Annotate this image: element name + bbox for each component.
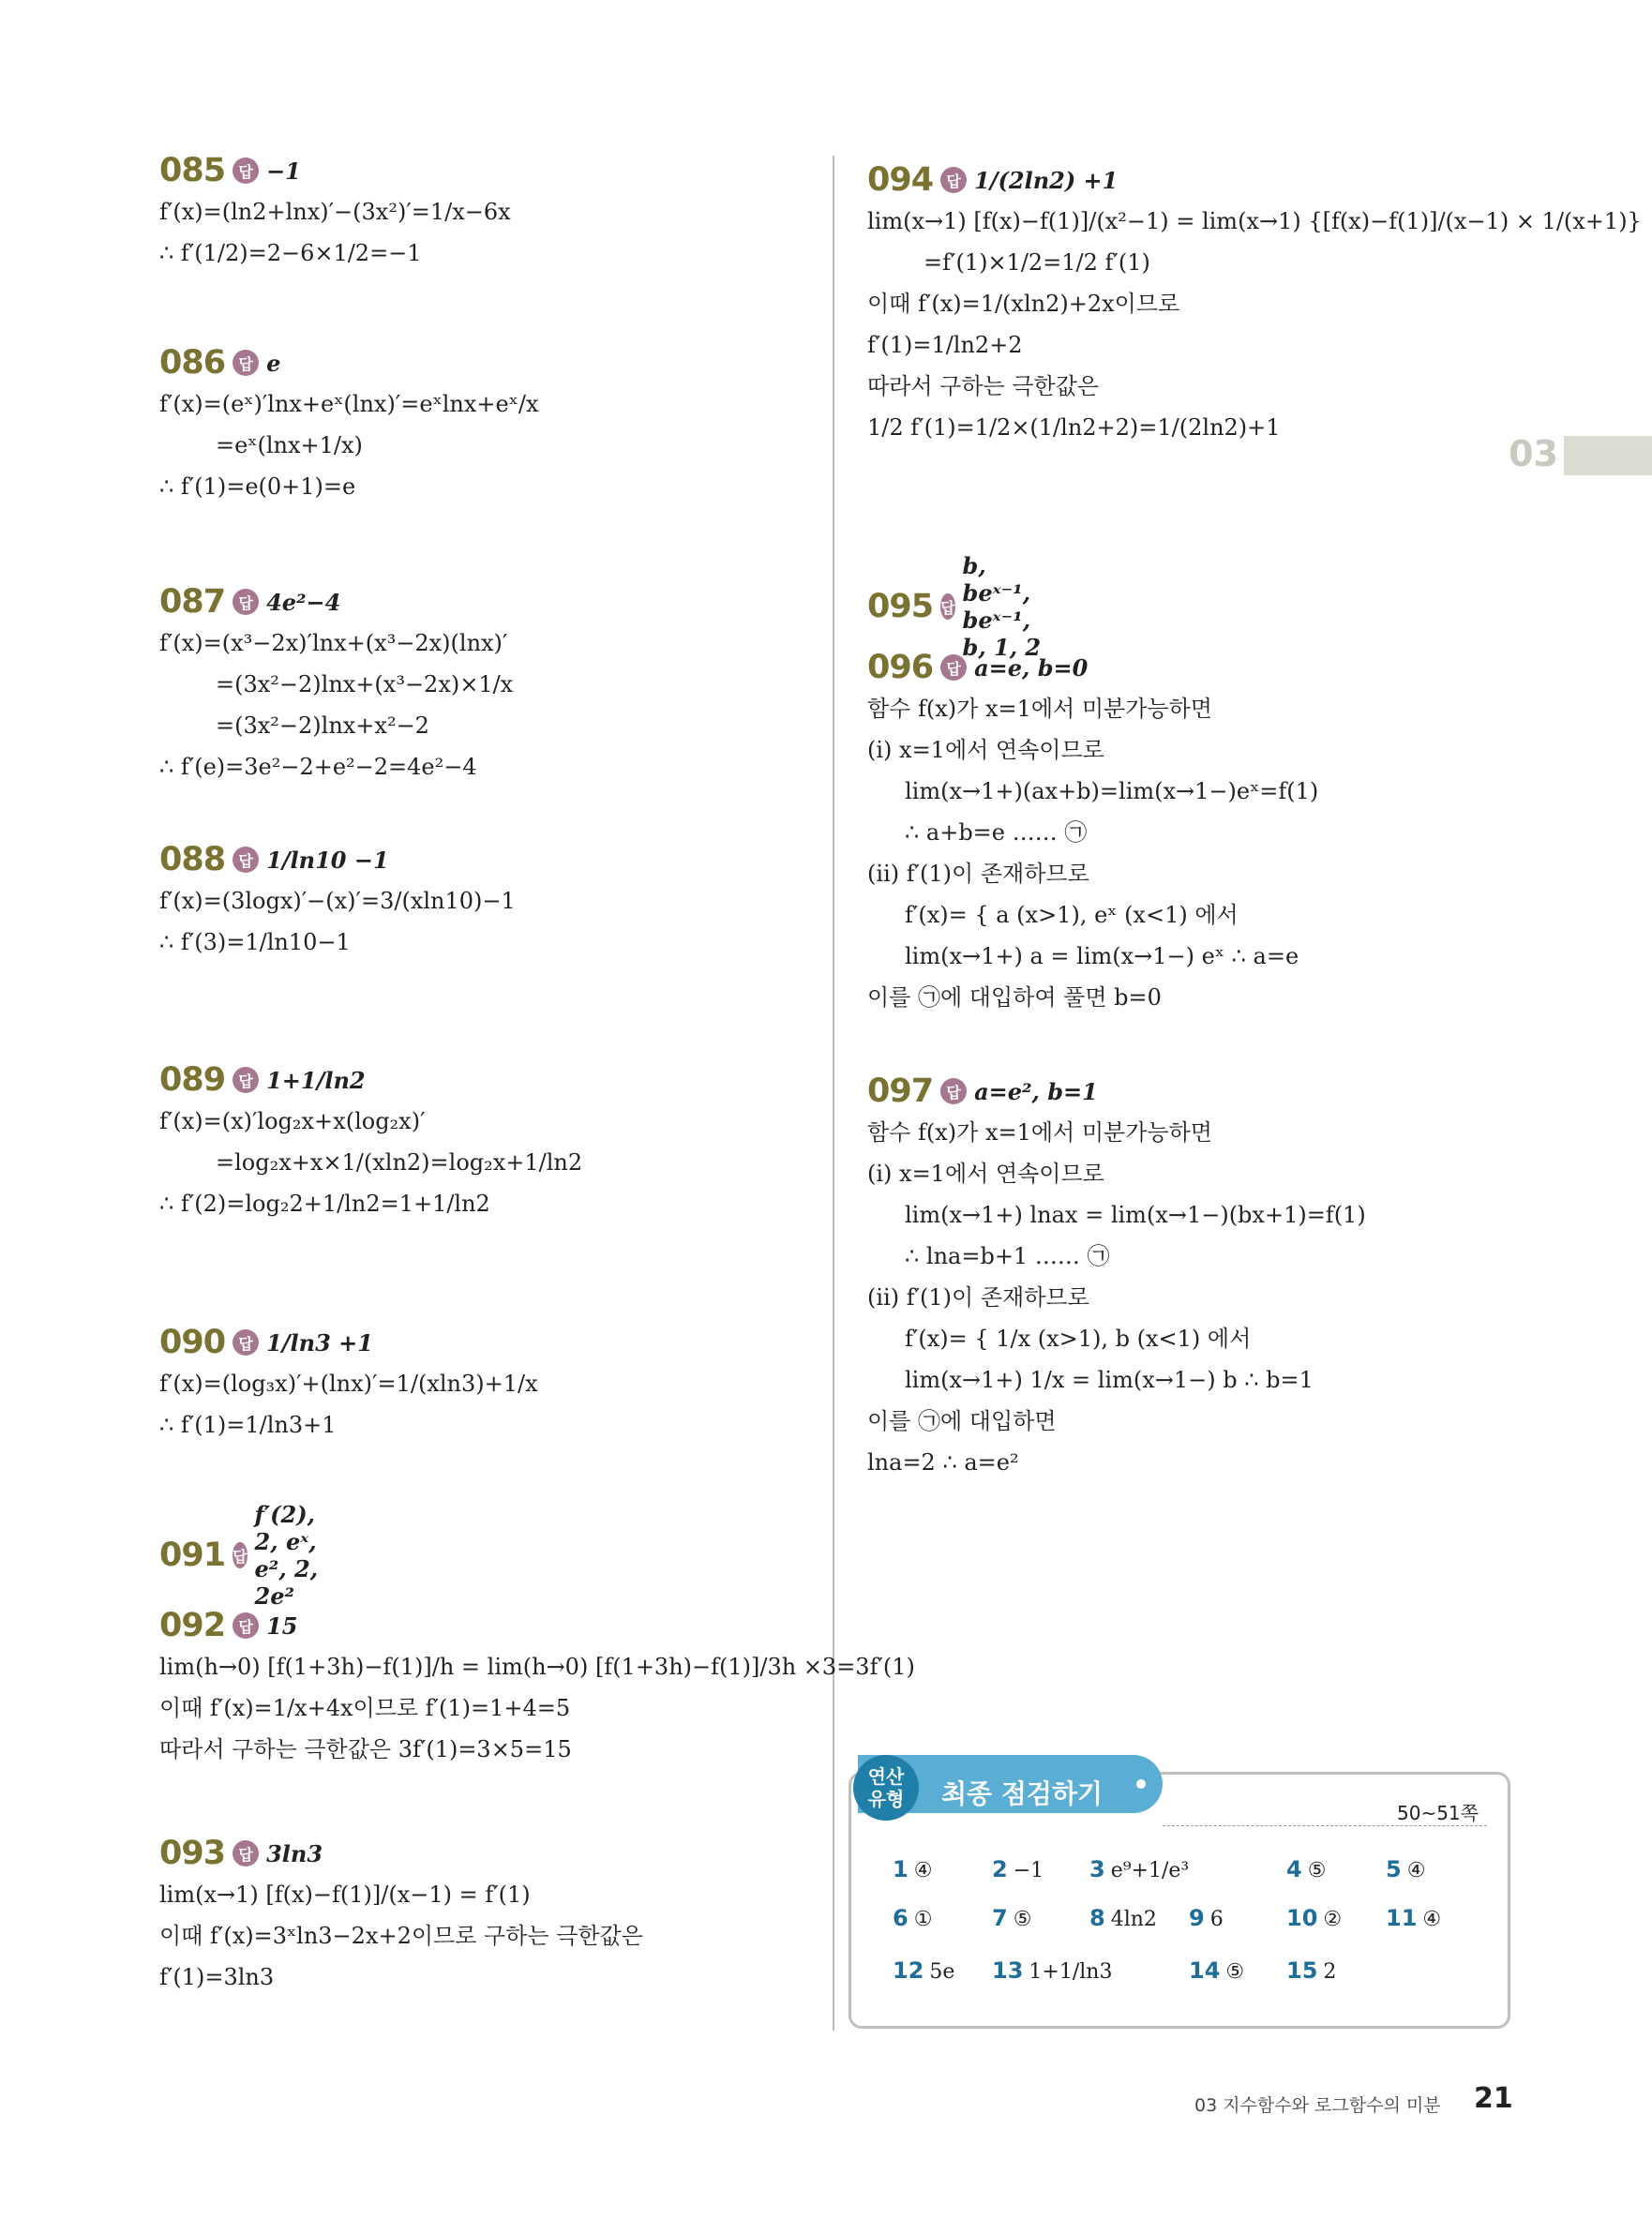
check-item-number: 2	[992, 1856, 1008, 1882]
check-item-answer: ⑤	[1225, 1960, 1245, 1984]
check-item-15	[1286, 1957, 1336, 1984]
problem-answer: a=e, b=0	[974, 653, 1089, 682]
problem-answer: 4e²−4	[266, 588, 341, 616]
answer-badge-icon: 답	[940, 593, 954, 620]
solution-line: ∴ f′(1)=e(0+1)=e	[159, 473, 356, 500]
problem-097	[867, 1071, 1366, 1483]
problem-header	[159, 342, 539, 383]
solution-line: lim(x→1) [f(x)−f(1)]/(x²−1) = lim(x→1) {[f(x)−f(1)]/(x−1) × 1/(x+1)}	[867, 208, 1642, 234]
solution-line: 1/2 f′(1)=1/2×(1/ln2+2)=1/(2ln2)+1	[867, 414, 1281, 441]
problem-number: 091	[159, 1537, 226, 1574]
problem-answer: 15	[266, 1612, 298, 1640]
dashed-rule	[1163, 1825, 1487, 1826]
solution-line: f′(x)=(x)′log₂x+x(log₂x)′	[159, 1108, 426, 1134]
solution-line: (ⅰ) x=1에서 연속이므로	[867, 737, 1104, 763]
solution-line: f′(1)=3ln3	[159, 1964, 275, 1990]
check-item-answer: ④	[1422, 1908, 1442, 1931]
solution-line: f′(x)=(x³−2x)′lnx+(x³−2x)(lnx)′	[159, 630, 508, 656]
problem-header	[159, 1322, 538, 1363]
check-item-12	[893, 1957, 954, 1984]
check-item-5	[1386, 1856, 1425, 1882]
check-item-1	[893, 1856, 932, 1882]
check-item-answer: ②	[1323, 1908, 1343, 1931]
problem-header	[159, 150, 511, 191]
answer-badge-icon: 답	[940, 167, 967, 193]
problem-header	[159, 581, 513, 622]
check-item-10	[1286, 1905, 1342, 1931]
solution-line: =(3x²−2)lnx+(x³−2x)×1/x	[216, 671, 514, 697]
problem-085	[159, 150, 511, 274]
solution-line: lim(x→1+) lnax = lim(x→1−)(bx+1)=f(1)	[905, 1202, 1366, 1228]
solution-line: ∴ f′(e)=3e²−2+e²−2=4e²−4	[159, 754, 477, 780]
answer-badge-icon: 답	[233, 157, 259, 184]
check-item-4	[1286, 1856, 1326, 1882]
check-item-number: 6	[893, 1905, 909, 1931]
problem-090	[159, 1322, 538, 1446]
solution-line: =eˣ(lnx+1/x)	[216, 432, 363, 458]
solution-line: lim(x→1+) a = lim(x→1−) eˣ ∴ a=e	[905, 943, 1299, 969]
solution-line: lna=2 ∴ a=e²	[867, 1449, 1019, 1476]
check-item-14	[1189, 1957, 1244, 1984]
check-item-answer: ①	[913, 1908, 933, 1931]
tab-dot	[1136, 1779, 1146, 1789]
problem-answer: b, beˣ⁻¹, beˣ⁻¹, b, 1, 2	[962, 552, 1042, 661]
problem-header	[867, 552, 1043, 661]
problem-header	[867, 647, 1318, 688]
answer-badge-icon: 답	[233, 847, 259, 873]
problem-088	[159, 839, 516, 963]
problem-number: 092	[159, 1607, 226, 1644]
check-item-number: 8	[1089, 1905, 1105, 1931]
answer-badge-icon: 답	[233, 1542, 247, 1568]
problem-answer: 1/(2ln2) +1	[974, 166, 1119, 194]
check-item-number: 15	[1286, 1957, 1318, 1984]
check-item-answer: 4ln2	[1110, 1908, 1157, 1931]
problem-answer: 1+1/ln2	[266, 1066, 366, 1094]
check-item-answer: 1+1/ln3	[1029, 1960, 1113, 1984]
problem-089	[159, 1059, 582, 1224]
solution-line: lim(x→1) [f(x)−f(1)]/(x−1) = f′(1)	[159, 1882, 531, 1908]
answer-badge-icon: 답	[940, 1078, 967, 1104]
check-item-11	[1386, 1905, 1441, 1931]
solution-line: (ⅱ) f′(1)이 존재하므로	[867, 861, 1089, 887]
check-item-9	[1189, 1905, 1224, 1931]
problem-header	[159, 1059, 582, 1101]
solution-line: =(3x²−2)lnx+x²−2	[216, 712, 429, 739]
problem-086	[159, 342, 539, 507]
check-item-number: 7	[992, 1905, 1008, 1931]
problem-095	[867, 552, 1043, 661]
solution-line: (ⅰ) x=1에서 연속이므로	[867, 1161, 1104, 1187]
check-item-number: 12	[893, 1957, 924, 1984]
problem-number: 090	[159, 1324, 226, 1361]
footer-chapter: 03 지수함수와 로그함수의 미분	[1194, 2095, 1441, 2116]
check-item-2	[992, 1856, 1044, 1882]
type-badge-line1: 연산	[867, 1765, 905, 1788]
problem-096	[867, 647, 1318, 1018]
solution-line: lim(x→1+) 1/x = lim(x→1−) b ∴ b=1	[905, 1367, 1314, 1393]
problem-094	[867, 159, 1642, 448]
answer-badge-icon: 답	[940, 654, 967, 681]
problem-number: 095	[867, 588, 934, 625]
problem-answer: f′(2), 2, eˣ, e², 2, 2e²	[254, 1501, 319, 1610]
solution-line: 이때 f′(x)=1/x+4x이므로 f′(1)=1+4=5	[159, 1695, 571, 1721]
solution-line: f′(x)=(ln2+lnx)′−(3x²)′=1/x−6x	[159, 199, 511, 225]
problem-092	[159, 1605, 915, 1770]
solution-line: ∴ f′(1/2)=2−6×1/2=−1	[159, 240, 422, 266]
solution-line: 이때 f′(x)=3ˣln3−2x+2이므로 구하는 극한값은	[159, 1923, 643, 1949]
problem-number: 088	[159, 841, 226, 878]
solution-line: (ⅱ) f′(1)이 존재하므로	[867, 1284, 1089, 1311]
check-item-answer: −1	[1013, 1859, 1044, 1882]
solution-line: 따라서 구하는 극한값은 3f′(1)=3×5=15	[159, 1736, 572, 1762]
solution-line: ∴ f′(1)=1/ln3+1	[159, 1412, 337, 1438]
problem-093	[159, 1833, 643, 1998]
final-check-title: 최종 점검하기	[941, 1778, 1104, 1809]
problem-number: 085	[159, 152, 226, 189]
answer-badge-icon: 답	[233, 1840, 259, 1867]
problem-087	[159, 581, 513, 787]
answer-badge-icon: 답	[233, 1067, 259, 1093]
type-badge	[853, 1755, 919, 1821]
check-item-3	[1089, 1856, 1189, 1882]
solution-line: ∴ f′(3)=1/ln10−1	[159, 929, 351, 955]
problem-answer: 1/ln3 +1	[266, 1328, 373, 1357]
problem-number: 096	[867, 649, 934, 686]
check-item-answer: ⑤	[1307, 1859, 1327, 1882]
check-item-answer: 5e	[929, 1960, 955, 1984]
problem-header	[159, 1501, 326, 1610]
problem-answer: 3ln3	[266, 1839, 323, 1867]
problem-header	[159, 1833, 643, 1874]
answer-badge-icon: 답	[233, 1329, 259, 1356]
solution-line: f′(x)= { a (x>1), eˣ (x<1) 에서	[905, 902, 1239, 928]
problem-091	[159, 1501, 326, 1610]
solution-line: =f′(1)×1/2=1/2 f′(1)	[924, 249, 1150, 276]
solution-line: f′(x)= { 1/x (x>1), b (x<1) 에서	[905, 1326, 1252, 1352]
solution-line: f′(x)=(log₃x)′+(lnx)′=1/(xln3)+1/x	[159, 1371, 538, 1397]
check-item-number: 4	[1286, 1856, 1302, 1882]
problem-header	[159, 839, 516, 880]
problem-answer: −1	[266, 157, 301, 185]
solution-line: f′(x)=(eˣ)′lnx+eˣ(lnx)′=eˣlnx+eˣ/x	[159, 391, 539, 417]
check-item-number: 5	[1386, 1856, 1402, 1882]
problem-number: 086	[159, 344, 226, 382]
problem-number: 093	[159, 1835, 226, 1872]
problem-number: 087	[159, 583, 226, 621]
check-item-answer: ④	[1406, 1859, 1426, 1882]
problem-number: 089	[159, 1061, 226, 1099]
check-item-13	[992, 1957, 1112, 1984]
solution-line: 따라서 구하는 극한값은	[867, 373, 1100, 399]
check-item-number: 13	[992, 1957, 1024, 1984]
page-range: 50~51쪽	[1397, 1802, 1479, 1824]
check-item-8	[1089, 1905, 1157, 1931]
solution-line: 함수 f(x)가 x=1에서 미분가능하면	[867, 696, 1212, 722]
check-item-7	[992, 1905, 1031, 1931]
check-item-answer: ⑤	[1013, 1908, 1032, 1931]
check-item-answer: 6	[1209, 1908, 1224, 1931]
solution-line: lim(h→0) [f(1+3h)−f(1)]/h = lim(h→0) [f(1+3h)−f(1)]/3h ×3=3f′(1)	[159, 1654, 915, 1680]
problem-answer: 1/ln10 −1	[266, 846, 389, 874]
type-badge-line2: 유형	[867, 1788, 905, 1810]
answer-badge-icon: 답	[233, 1612, 259, 1639]
solution-line: 이때 f′(x)=1/(xln2)+2x이므로	[867, 291, 1180, 317]
solution-line: ∴ lna=b+1 …… ㉠	[905, 1243, 1110, 1269]
solution-line: 이를 ㉠에 대입하여 풀면 b=0	[867, 984, 1162, 1011]
problem-number: 094	[867, 161, 934, 199]
problem-header	[867, 1071, 1366, 1112]
check-item-number: 11	[1386, 1905, 1418, 1931]
problem-number: 097	[867, 1072, 934, 1110]
problem-header	[159, 1605, 915, 1646]
answer-badge-icon: 답	[233, 589, 259, 615]
check-item-answer: 2	[1323, 1960, 1337, 1984]
check-item-number: 9	[1189, 1905, 1205, 1931]
check-item-number: 14	[1189, 1957, 1221, 1984]
problem-answer: e	[266, 349, 281, 377]
check-item-6	[893, 1905, 932, 1931]
solution-line: lim(x→1+)(ax+b)=lim(x→1−)eˣ=f(1)	[905, 778, 1319, 804]
solution-line: 함수 f(x)가 x=1에서 미분가능하면	[867, 1119, 1212, 1146]
chapter-side-tab-label: 03	[1509, 433, 1558, 474]
check-item-number: 10	[1286, 1905, 1318, 1931]
solution-line: f′(x)=(3logx)′−(x)′=3/(xln10)−1	[159, 888, 516, 914]
solution-line: f′(1)=1/ln2+2	[867, 332, 1023, 358]
problem-header	[867, 159, 1642, 201]
solution-line: ∴ f′(2)=log₂2+1/ln2=1+1/ln2	[159, 1191, 490, 1217]
page-number: 21	[1474, 2082, 1513, 2115]
check-item-number: 3	[1089, 1856, 1105, 1882]
solution-line: =log₂x+x×1/(xln2)=log₂x+1/ln2	[216, 1149, 583, 1176]
check-item-answer: ④	[913, 1859, 933, 1882]
check-item-answer: e⁹+1/e³	[1110, 1859, 1190, 1882]
solution-line: ∴ a+b=e …… ㉠	[905, 819, 1088, 846]
problem-answer: a=e², b=1	[974, 1077, 1098, 1105]
answer-badge-icon: 답	[233, 350, 259, 376]
check-item-number: 1	[893, 1856, 909, 1882]
solution-line: 이를 ㉠에 대입하면	[867, 1408, 1057, 1434]
